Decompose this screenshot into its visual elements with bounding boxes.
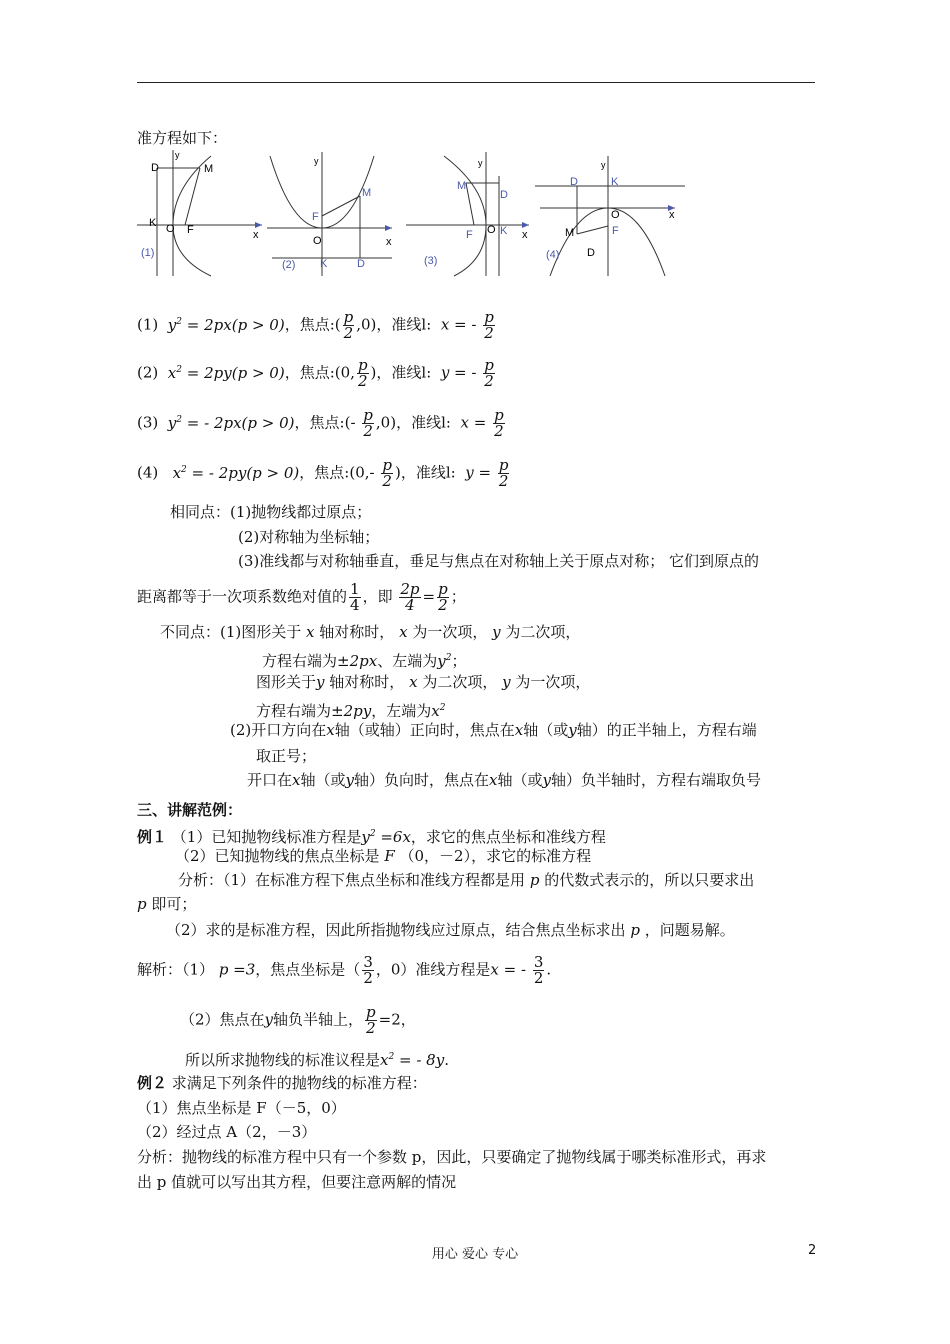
same-l3: (3)准线都与对称轴垂直，垂足与焦点在对称轴上关于原点对称； 它们到原点的 (238, 552, 760, 570)
fig1-num: (1) (141, 247, 155, 259)
form-3: (3) $y^2$ = - 2px(p > 0)，焦点:(- $\frac{p}{2}$ ,0)，准线l: x = $\frac{p}{2}$ (137, 406, 504, 440)
fig3-label-k: K (500, 225, 508, 237)
same-l1: 相同点：(1)抛物线都过原点； (170, 503, 372, 521)
diff-l6: 取正号； (256, 747, 317, 765)
fig3-label-d: D (500, 189, 508, 201)
fig4-num: (4) (546, 249, 560, 261)
ex2-c1: （1）焦点坐标是 F（－5，0） (137, 1099, 346, 1117)
fig1-label-x: x (253, 229, 259, 241)
fig2-label-f: F (312, 211, 319, 223)
fig2-label-x: x (386, 236, 392, 248)
figure-4 (535, 148, 690, 278)
diff-l1: 不同点：(1)图形关于 x 轴对称时， x 为一次项， y 为二次项， (160, 623, 581, 641)
ex2-c2: （2）经过点 A（2，－3） (137, 1123, 317, 1141)
fig3-label-y: y (478, 158, 483, 168)
ex1-sol3: 所以所求抛物线的标准议程是$x^2$ = - 8y. (185, 1051, 449, 1069)
ex2-an1: 分析：抛物线的标准方程中只有一个参数 p，因此，只要确定了抛物线属于哪类标准形式，再求 (137, 1148, 767, 1166)
diff-l4: 方程右端为±2py，左端为$x^2$ (256, 702, 446, 720)
header-rule (137, 82, 815, 83)
fig1-label-o: O (166, 223, 175, 235)
diff-l3: 图形关于y 轴对称时， x 为二次项， y 为一次项， (256, 673, 591, 691)
fig2-label-o: O (313, 235, 322, 247)
footer-text: 用心 爱心 专心 (431, 1247, 519, 1262)
fig2-label-m: M (362, 187, 372, 199)
fig1-label-f: F (187, 224, 194, 236)
ex1-q1: 例１ （1）已知抛物线标准方程是$y^2 =6x$，求它的焦点坐标和准线方程 (137, 828, 606, 846)
fig1-label-d: D (151, 162, 159, 174)
fig4-label-o: O (611, 209, 620, 221)
fig4-label-y: y (601, 160, 606, 170)
fig4-label-f: F (612, 225, 619, 237)
diff-l7: 开口在x轴（或y轴）负向时，焦点在x轴（或y轴）负半轴时，方程右端取负号 (247, 771, 761, 789)
diff-l5: (2)开口方向在x轴（或轴）正向时，焦点在x轴（或y轴）的正半轴上，方程右端 (230, 721, 757, 739)
fig3-num: (3) (424, 255, 438, 267)
figure-3 (404, 148, 534, 278)
fig2-label-y: y (314, 156, 319, 166)
same-l4: 距离都等于一次项系数绝对值的 $\frac{1}{4}$ ，即 $\frac{2p}{4}$ = $\frac{p}{2}$ ； (137, 580, 466, 614)
fig3-label-m: M (457, 180, 467, 192)
ex1-q2: （2）已知抛物线的焦点坐标是 F （0，－2），求它的标准方程 (175, 847, 592, 865)
ex1-an1: 分析：（1）在标准方程下焦点坐标和准线方程都是用 p 的代数式表示的，所以只要求出 (178, 871, 755, 889)
fig2-label-k: K (320, 258, 328, 270)
fig2-num: (2) (282, 259, 296, 271)
fig1-label-y: y (175, 150, 180, 160)
fig4-label-k: K (611, 176, 619, 188)
ex2-q: 例２ 求满足下列条件的抛物线的标准方程： (137, 1074, 427, 1092)
fig3-label-f: F (466, 229, 473, 241)
intro-text: 准方程如下： (137, 129, 228, 147)
figure-1 (137, 148, 267, 278)
fig1-label-m: M (204, 163, 214, 175)
ex2-an2: 出 p 值就可以写出其方程，但要注意两解的情况 (137, 1173, 457, 1191)
fig4-label-d-bottom: D (587, 247, 595, 259)
fig4-label-m: M (565, 227, 575, 239)
fig4-label-x: x (669, 209, 675, 221)
same-l2: (2)对称轴为坐标轴； (238, 528, 380, 546)
fig3-label-o: O (487, 224, 496, 236)
form-4: (4) $x^2$ = - 2py(p > 0)，焦点:(0,- $\frac{p}{2}$ )，准线l: y = $\frac{p}{2}$ (137, 456, 509, 490)
ex1-sol1: 解析：（1） p =3，焦点坐标是（ $\frac{3}{2}$ ，0）准线方程是x = - $\frac{3}{2}$ . (137, 953, 552, 987)
ex1-an3: （2）求的是标准方程，因此所指抛物线应过原点，结合焦点坐标求出 p ，问题易解。 (166, 921, 735, 939)
ex1-sol2: （2）焦点在y轴负半轴上， $\frac{p}{2}$ =2， (180, 1003, 416, 1037)
diff-l2: 方程右端为±2px、左端为$y^2$； (262, 652, 467, 670)
fig2-label-d: D (357, 258, 365, 270)
form-2: (2) $x^2 = 2py(p > 0)$，焦点:(0, $\frac{p}{2}$ )，准线l: y = - $\frac{p}{2}$ (137, 356, 494, 390)
fig4-label-d-top: D (570, 176, 578, 188)
form-1: (1) $y^2 = 2px(p > 0)$，焦点:( $\frac{p}{2}$ ,0)，准线l: x = - $\frac{p}{2}$ (137, 308, 494, 342)
figure-2 (262, 148, 402, 278)
page-number: 2 (808, 1243, 817, 1258)
ex1-an2: p 即可； (137, 895, 197, 913)
fig3-label-x: x (522, 229, 528, 241)
section-heading: 三、讲解范例： (137, 801, 243, 819)
fig1-label-k: K (149, 217, 157, 229)
